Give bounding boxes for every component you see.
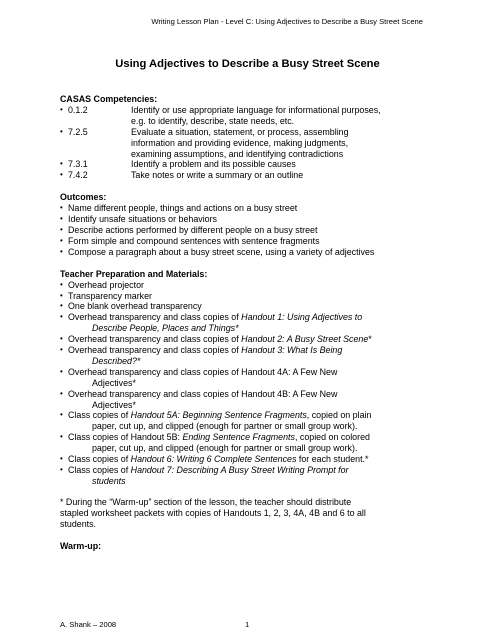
competency-code: 7.4.2 bbox=[68, 170, 88, 181]
footer-author: A. Shank – 2008 bbox=[60, 620, 117, 629]
bullet-icon: • bbox=[60, 366, 63, 376]
material-item bbox=[60, 454, 440, 465]
outcome-item bbox=[60, 225, 440, 236]
material-text: Class copies of Handout 7: Describing A Busy Street Writing Prompt for bbox=[68, 465, 349, 475]
bullet-icon: • bbox=[60, 334, 63, 344]
running-header: Writing Lesson Plan - Level C: Using Adjectives to Describe a Busy Street Scene bbox=[151, 17, 423, 26]
competency-code: 7.3.1 bbox=[68, 159, 88, 170]
material-continuation: Adjectives* bbox=[92, 377, 136, 388]
casas-heading: CASAS Competencies: bbox=[60, 94, 158, 104]
competency-description bbox=[131, 170, 431, 181]
outcome-text: Form simple and compound sentences with sentence fragments bbox=[68, 235, 320, 246]
page-title: Using Adjectives to Describe a Busy Street Scene bbox=[115, 58, 380, 70]
material-text: Overhead transparency and class copies of Handout 4A: A Few New bbox=[68, 366, 338, 377]
material-handout-title: Handout 2: A Busy Street Scene bbox=[241, 334, 369, 345]
distribution-note bbox=[60, 497, 440, 530]
material-text: Overhead transparency and class copies of Handout 4B: A Few New bbox=[68, 388, 338, 399]
materials-list bbox=[60, 280, 440, 487]
material-text: Class copies of Handout 6: Writing 6 Complete Sentences for each student.* bbox=[68, 454, 369, 465]
material-item bbox=[60, 312, 440, 334]
competency-description bbox=[131, 159, 431, 170]
bullet-icon: • bbox=[60, 214, 63, 224]
competency-line: Identify or use appropriate language for informational purposes, bbox=[131, 104, 381, 115]
material-continuation: Adjectives* bbox=[92, 399, 136, 410]
outcome-text: Identify unsafe situations or behaviors bbox=[68, 214, 217, 225]
bullet-icon: • bbox=[60, 104, 63, 114]
material-handout-title: Describe People, Places and Things* bbox=[92, 323, 239, 334]
competency-line: Identify a problem and its possible causes bbox=[131, 159, 296, 170]
bullet-icon: • bbox=[60, 224, 63, 234]
material-handout-title: Handout 7: Describing A Busy Street Writing Prompt for bbox=[130, 465, 349, 475]
bullet-icon: • bbox=[60, 279, 63, 289]
material-handout-title: Handout 3: What Is Being bbox=[241, 345, 343, 356]
outcome-text: Name different people, things and actions on a busy street bbox=[68, 203, 298, 214]
bullet-icon: • bbox=[60, 126, 63, 136]
bullet-icon: • bbox=[60, 432, 63, 442]
competency-line: Take notes or write a summary or an outline bbox=[131, 170, 304, 181]
outcome-item bbox=[60, 203, 440, 214]
material-continuation: paper, cut up, and clipped (enough for partner or small group work). bbox=[92, 421, 358, 432]
outcome-text: Describe actions performed by different people on a busy street bbox=[68, 224, 318, 235]
competency-line: Evaluate a situation, statement, or process, assembling bbox=[131, 126, 349, 137]
competency-line: information and providing evidence, making judgments, bbox=[131, 137, 349, 148]
material-item bbox=[60, 410, 440, 432]
material-text: Overhead transparency and class copies of Handout 1: Using Adjectives to bbox=[68, 312, 363, 323]
competency-code: 7.2.5 bbox=[68, 126, 88, 137]
material-continuation bbox=[68, 476, 440, 487]
material-text: Overhead projector bbox=[68, 279, 144, 290]
material-text: Transparency marker bbox=[68, 290, 153, 301]
bullet-icon: • bbox=[60, 345, 63, 355]
document-body bbox=[60, 84, 440, 551]
material-handout-title: Handout 5A: Beginning Sentence Fragments bbox=[130, 410, 307, 421]
outcomes-heading: Outcomes: bbox=[60, 192, 107, 203]
material-handout-title: Described?* bbox=[92, 355, 141, 366]
bullet-icon: • bbox=[60, 246, 63, 256]
materials-heading: Teacher Preparation and Materials: bbox=[60, 268, 208, 279]
bullet-icon: • bbox=[60, 388, 63, 398]
note-line: * During the “Warm-up” section of the lesson, the teacher should distribute bbox=[60, 496, 352, 507]
page-number: 1 bbox=[245, 620, 250, 629]
competency-code: 0.1.2 bbox=[68, 104, 88, 115]
material-item bbox=[60, 345, 440, 367]
material-text: Overhead transparency and class copies of Handout 2: A Busy Street Scene* bbox=[68, 334, 372, 345]
competency-item bbox=[60, 127, 440, 160]
bullet-icon: • bbox=[60, 410, 63, 420]
outcome-item bbox=[60, 236, 440, 247]
material-handout-title: students bbox=[92, 475, 126, 486]
competency-item bbox=[60, 105, 440, 127]
material-item bbox=[60, 367, 440, 389]
bullet-icon: • bbox=[60, 159, 63, 169]
outcome-text: Compose a paragraph about a busy street scene, using a variety of adjectives bbox=[68, 246, 375, 257]
material-handout-title: Handout 1: Using Adjectives to bbox=[241, 312, 363, 323]
outcomes-list bbox=[60, 203, 440, 258]
material-item bbox=[60, 432, 440, 454]
bullet-icon: • bbox=[60, 312, 63, 322]
material-item bbox=[60, 389, 440, 411]
material-item bbox=[60, 301, 440, 312]
bullet-icon: • bbox=[60, 454, 63, 464]
bullet-icon: • bbox=[60, 170, 63, 180]
bullet-icon: • bbox=[60, 203, 63, 213]
competency-description bbox=[131, 127, 431, 160]
material-item bbox=[60, 280, 440, 291]
competency-line: examining assumptions, and identifying contradictions bbox=[131, 148, 344, 159]
material-continuation: paper, cut up, and clipped (enough for partner or small group work). bbox=[92, 443, 358, 454]
bullet-icon: • bbox=[60, 235, 63, 245]
material-continuation bbox=[68, 356, 440, 367]
bullet-icon: • bbox=[60, 465, 63, 474]
warmup-heading: Warm-up: bbox=[60, 540, 102, 551]
competency-line: e.g. to identify, describe, state needs, etc. bbox=[131, 115, 295, 126]
material-text: Class copies of Handout 5A: Beginning Sentence Fragments, copied on plain bbox=[68, 410, 372, 421]
competency-description bbox=[131, 105, 431, 127]
note-line: stapled worksheet packets with copies of Handouts 1, 2, 3, 4A, 4B and 6 to all bbox=[60, 507, 366, 518]
material-item bbox=[60, 291, 440, 302]
material-text: Class copies of Handout 5B: Ending Sentence Fragments, copied on colored bbox=[68, 432, 370, 443]
material-handout-title: Handout 6: Writing 6 Complete Sentences bbox=[130, 454, 297, 465]
competency-item bbox=[60, 170, 440, 181]
material-text: Overhead transparency and class copies of Handout 3: What Is Being bbox=[68, 345, 343, 356]
outcome-item bbox=[60, 214, 440, 225]
material-handout-title: Ending Sentence Fragments bbox=[182, 432, 295, 443]
material-continuation bbox=[68, 323, 440, 334]
bullet-icon: • bbox=[60, 301, 63, 311]
outcome-item bbox=[60, 247, 440, 258]
material-item bbox=[60, 465, 440, 487]
note-line: students. bbox=[60, 518, 97, 529]
material-text: One blank overhead transparency bbox=[68, 301, 202, 312]
bullet-icon: • bbox=[60, 290, 63, 300]
competency-item bbox=[60, 159, 440, 170]
material-item bbox=[60, 334, 440, 345]
casas-list bbox=[60, 105, 440, 181]
